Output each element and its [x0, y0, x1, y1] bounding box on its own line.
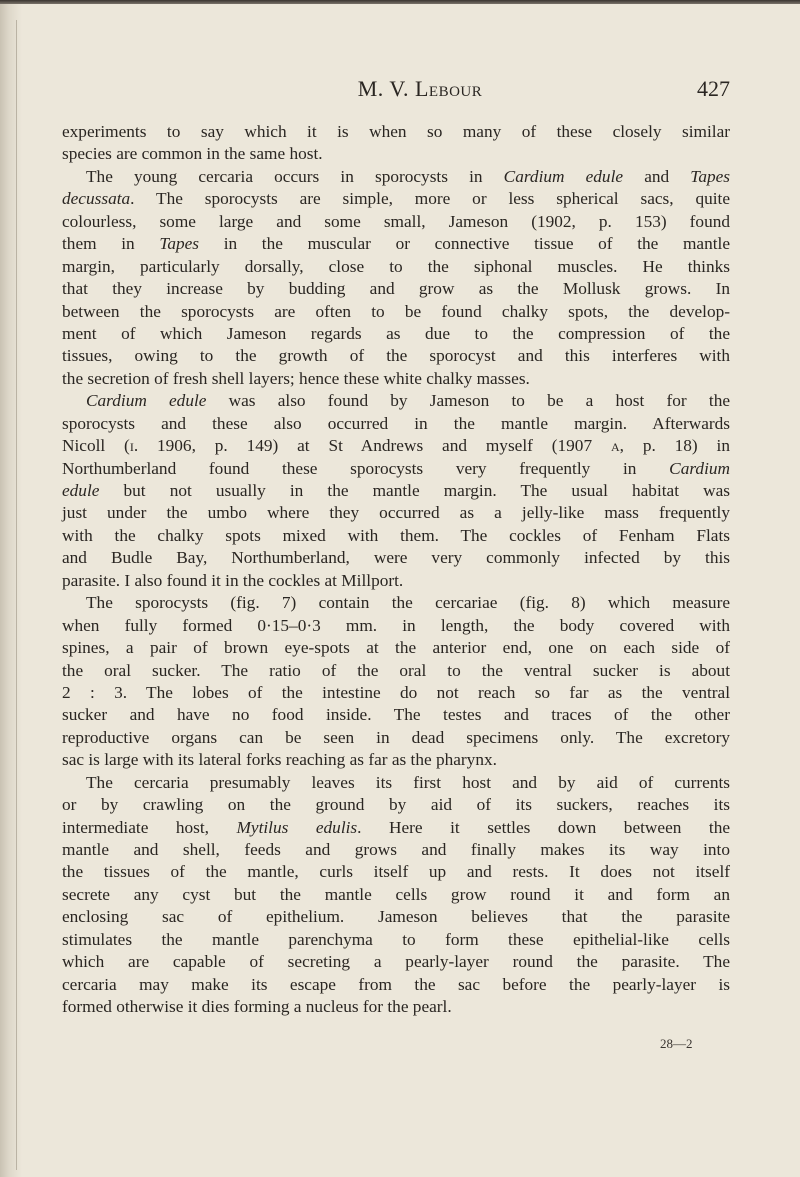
text-line: sucker and have no food inside. The testes and traces of the other: [62, 705, 730, 725]
text-line: Northumberland found these sporocysts very frequently in Cardium: [62, 458, 730, 478]
text-line: the secretion of fresh shell layers; hence these white chalky masses.: [62, 368, 530, 388]
author-initials: M. V.: [357, 76, 415, 101]
text-line: The young cercaria occurs in sporocysts in Cardium edule and Tapes: [86, 166, 730, 186]
top-edge-rule: [0, 0, 800, 4]
text-line: The cercaria presumably leaves its first host and by aid of currents: [86, 772, 730, 792]
text-line: colourless, some large and some small, Jameson (1902, p. 153) found: [62, 211, 730, 231]
text-line: enclosing sac of epithelium. Jameson believes that the parasite: [62, 907, 730, 927]
running-head-author: [110, 76, 730, 102]
text-line: cercaria may make its escape from the sac before the pearly-layer is: [62, 974, 730, 994]
text-line: The sporocysts (fig. 7) contain the cercariae (fig. 8) which measure: [86, 593, 730, 613]
text-line: intermediate host, Mytilus edulis. Here it settles down between the: [62, 817, 731, 837]
text-line: sac is large with its lateral forks reaching as far as the pharynx.: [62, 750, 497, 770]
text-line: tissues, owing to the growth of the sporocyst and this interferes with: [62, 346, 730, 366]
text-line: margin, particularly dorsally, close to the siphonal muscles. He thinks: [62, 256, 730, 276]
text-line: secrete any cyst but the mantle cells grow round it and form an: [62, 884, 730, 904]
text-line: sporocysts and these also occurred in the mantle margin. Afterwards: [62, 413, 730, 433]
text-line: parasite. I also found it in the cockles at Millport.: [62, 570, 404, 590]
text-line: species are common in the same host.: [62, 144, 323, 164]
text-line: reproductive organs can be seen in dead specimens only. The excretory: [62, 727, 730, 747]
text-line: ment of which Jameson regards as due to the compression of the: [62, 323, 730, 343]
body-text: [62, 121, 730, 1019]
text-line: which are capable of secreting a pearly-layer round the parasite. The: [62, 952, 730, 972]
text-line: formed otherwise it dies forming a nucleus for the pearl.: [62, 997, 452, 1017]
text-line: with the chalky spots mixed with them. The cockles of Fenham Flats: [62, 525, 730, 545]
page-number: 427: [697, 76, 730, 101]
text-line: or by crawling on the ground by aid of its suckers, reaches its: [62, 795, 730, 815]
author-surname: Lebour: [414, 76, 483, 101]
book-spine-shadow: [0, 0, 22, 1177]
text-line: edule but not usually in the mantle margin. The usual habitat was: [62, 481, 730, 500]
text-line: stimulates the mantle parenchyma to form these epithelial-like cells: [62, 929, 730, 949]
text-line: 2 : 3. The lobes of the intestine do not reach so far as the ventral: [62, 682, 730, 702]
text-line: Nicoll (i. 1906, p. 149) at St Andrews and myself (1907 a, p. 18) in: [62, 436, 730, 456]
text-line: experiments to say which it is when so many of these closely similar: [62, 122, 730, 141]
running-header: [110, 76, 730, 106]
text-line: the oral sucker. The ratio of the oral to the ventral sucker is about: [62, 660, 730, 680]
text-line: decussata. The sporocysts are simple, more or less spherical sacs, quite: [62, 189, 730, 209]
text-line: when fully formed 0·15–0·3 mm. in length, the body covered with: [62, 615, 730, 635]
text-line: and Budle Bay, Northumberland, were very commonly infected by this: [62, 548, 730, 568]
text-line: between the sporocysts are often to be found chalky spots, the develop-: [62, 301, 730, 321]
text-line: the tissues of the mantle, curls itself up and rests. It does not itself: [62, 862, 730, 882]
text-line: that they increase by budding and grow as the Mollusk grows. In: [62, 279, 730, 299]
signature-mark: 28—2: [660, 1036, 693, 1051]
text-line: mantle and shell, feeds and grows and finally makes its way into: [62, 840, 730, 859]
text-line: just under the umbo where they occurred as a jelly-like mass frequently: [62, 503, 730, 523]
gutter-line: [16, 20, 17, 1170]
text-line: spines, a pair of brown eye-spots at the anterior end, one on each side of: [62, 638, 730, 658]
text-line: Cardium edule was also found by Jameson to be a host for the: [86, 391, 731, 411]
text-line: them in Tapes in the muscular or connective tissue of the mantle: [62, 234, 731, 254]
